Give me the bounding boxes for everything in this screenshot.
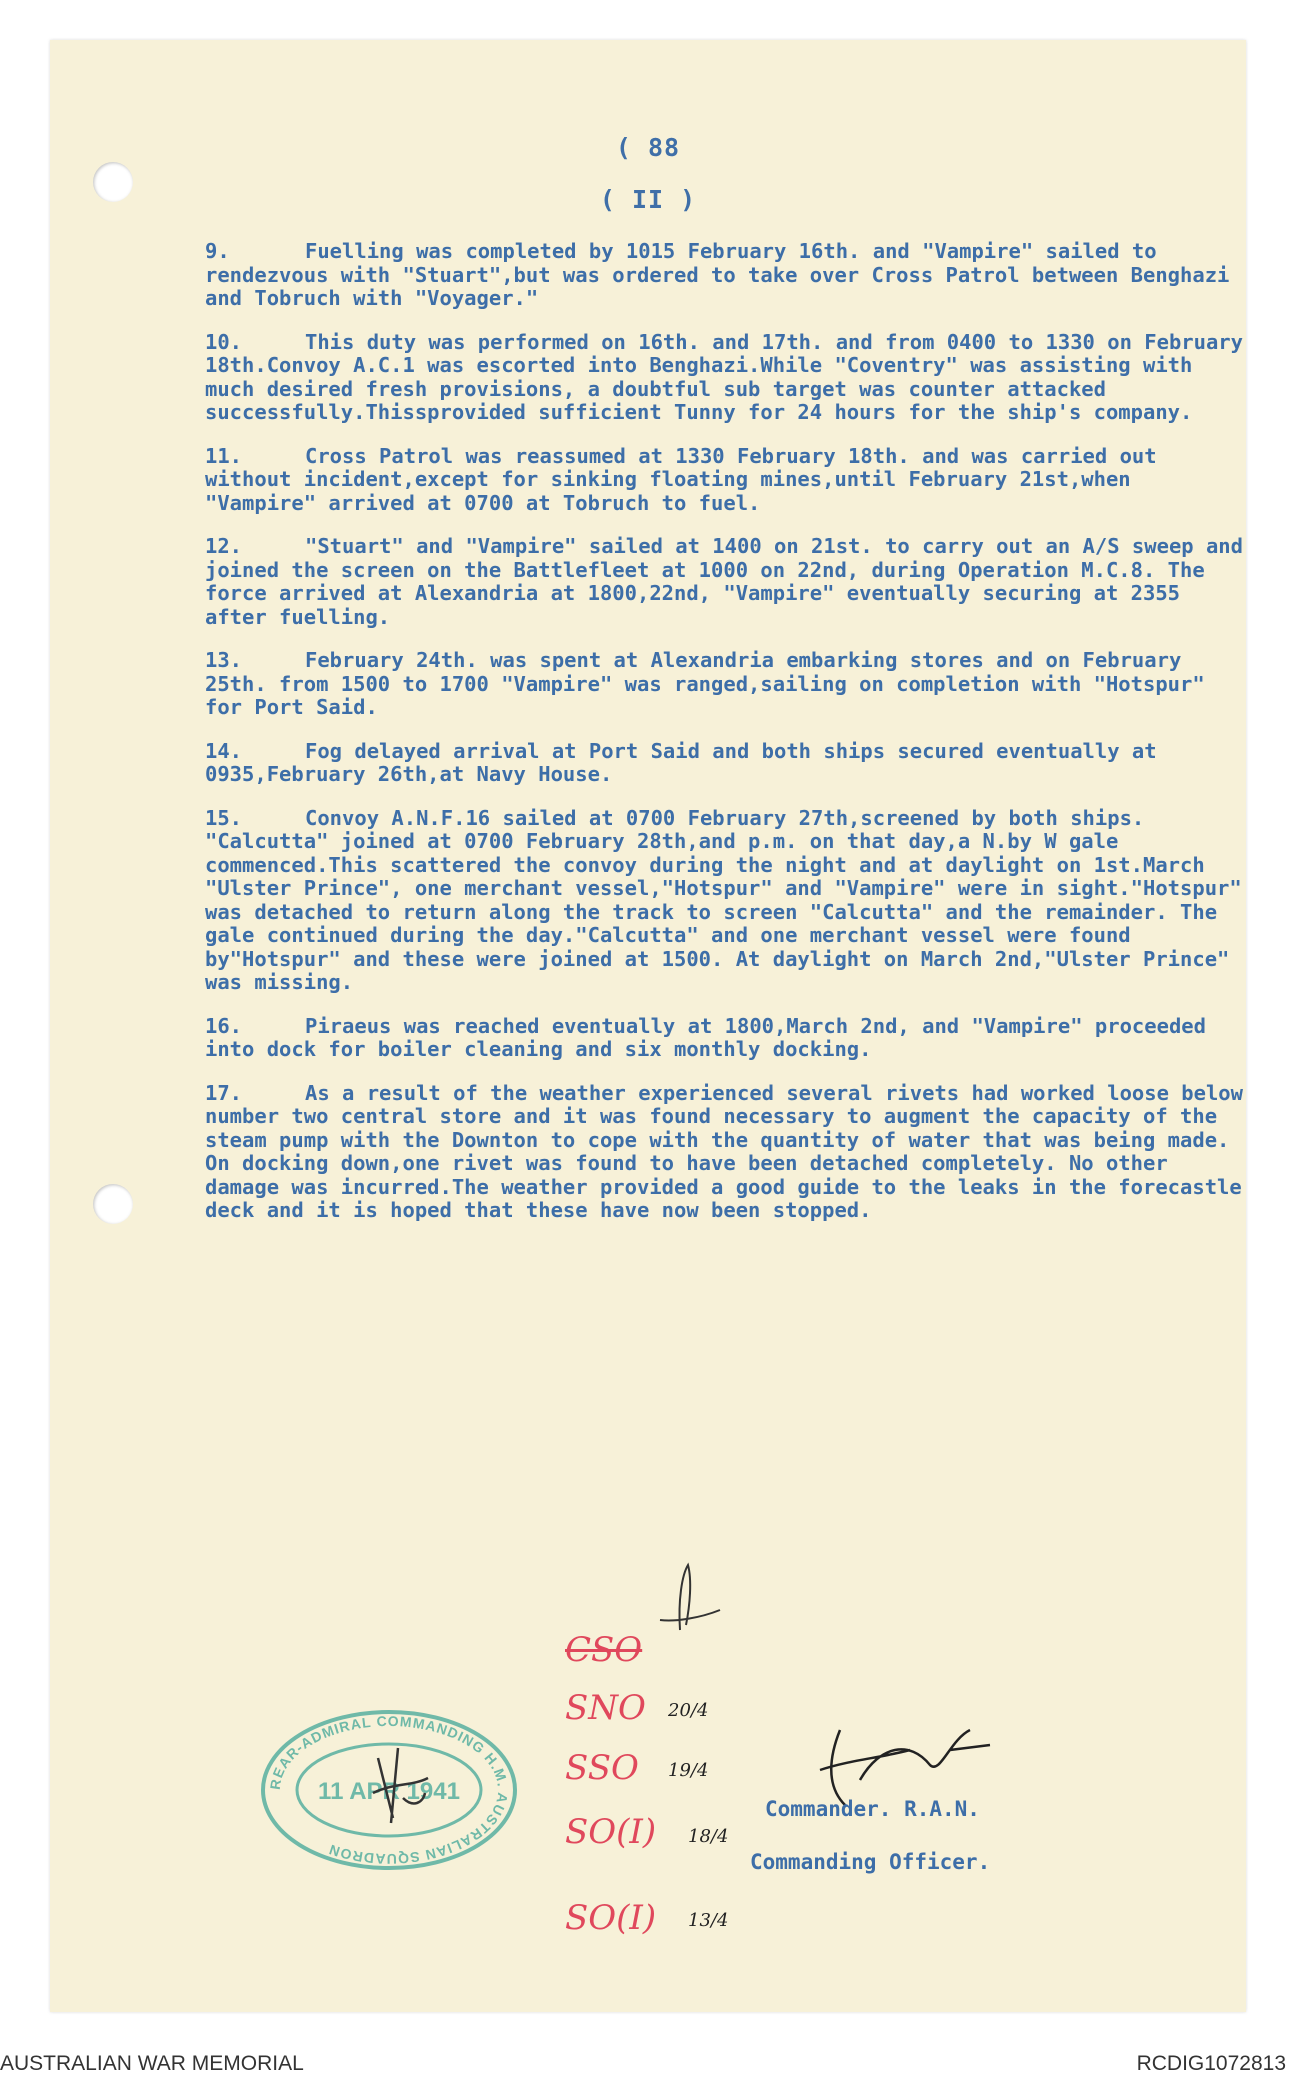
paragraph — [205, 740, 1245, 787]
footer-left: AUSTRALIAN WAR MEMORIAL — [0, 2052, 304, 2075]
paragraph — [205, 1015, 1245, 1062]
paragraph-text: Convoy A.N.F.16 sailed at 0700 February 27th,screened by both ships. "Calcutta" joined at 0700 February 28th,and p.m. on that day,a N.by W gale commenced.This scattered the convoy during the night and at daylight on 1st.March "Ulster Prince", one merchant vessel,"Hotspur" and "Vampire" were in sight."Hotspur" was detached to return along the track to screen "Calcutta" and the remainder. The gale continued during the day."Calcutta" and one merchant vessel were found by"Hotspur" and these were joined at 1500. At daylight on March 2nd,"Ulster Prince" was missing. — [205, 805, 1242, 994]
paragraph-text: "Stuart" and "Vampire" sailed at 1400 on 21st. to carry out an A/S sweep and joined the screen on the Battlefleet at 1000 on 22nd, during Operation M.C.8. The force arrived at Alexandria at 1800,22nd, "Vampire" eventually securing at 2355 after fuelling. — [205, 534, 1243, 629]
paragraph — [205, 535, 1245, 629]
paragraph-text: As a result of the weather experienced several rivets had worked loose below number two central store and it was found necessary to augment the capacity of the steam pump with the Downton to cope with the quantity of water that was being made. On docking down,one rivet was found to have been detached completely. No other damage was incurred.The weather provided a good guide to the leaks in the forecastle deck and it is hoped that these have now been stopped. — [205, 1080, 1243, 1222]
handwritten-initials — [640, 1560, 730, 1640]
section-number: ( II ) — [599, 185, 697, 214]
paragraph-number: 14. — [205, 738, 243, 763]
paragraph-number: 13. — [205, 648, 243, 672]
routing-sso-note: 19/4 — [668, 1760, 709, 1781]
paragraph-text: This duty was performed on 16th. and 17th. and from 0400 to 1330 on February 18th.Convoy A.C.1 was escorted into Benghazi.While "Coventry" was assisting with much desired fresh provisions, a doubtful sub target was counter attacked successfully.Thissprovided sufficient Tunny for 24 hours for the ship's company. — [205, 329, 1243, 424]
paragraph-text: Piraeus was reached eventually at 1800,March 2nd, and "Vampire" proceeded into dock for boiler cleaning and six monthly docking. — [205, 1013, 1206, 1061]
routing-sno-note: 20/4 — [668, 1700, 709, 1721]
paragraph-number: 9. — [205, 239, 230, 263]
paragraph — [205, 1082, 1245, 1223]
routing-so1-note: 18/4 — [688, 1826, 729, 1847]
paragraph-text: Fog delayed arrival at Port Said and both ships secured eventually at 0935,February 26th,at Navy House. — [205, 738, 1157, 786]
paragraph-text: Cross Patrol was reassumed at 1330 February 18th. and was carried out without incident,except for sinking floating mines,until February 21st,when "Vampire" arrived at 0700 at Tobruch to fuel. — [205, 443, 1157, 515]
paragraph-number: 15. — [205, 805, 243, 830]
footer-right: RCDIG1072813 — [1136, 2052, 1286, 2075]
paragraph-number: 17. — [205, 1080, 243, 1105]
squadron-stamp — [258, 1708, 520, 1872]
signature-title: Commanding Officer. — [750, 1850, 991, 1874]
stamp-outer-text: REAR-ADMIRAL COMMANDING H.M. AUSTRALIAN SQUADRON — [266, 1712, 512, 1868]
stamp-date: 11 APR 1941 — [318, 1778, 460, 1805]
paragraph — [205, 331, 1245, 425]
paragraph-number: 12. — [205, 534, 243, 558]
stamp-initials — [363, 1738, 433, 1828]
routing-sno: SNO — [565, 1688, 646, 1728]
punch-hole — [93, 1184, 133, 1224]
document-body — [205, 240, 1245, 1243]
routing-so1: SO(I) — [565, 1812, 657, 1852]
paragraph-text: Fuelling was completed by 1015 February 16th. and "Vampire" sailed to rendezvous with "Stuart",but was ordered to take over Cross Patrol between Benghazi and Tobruch with "Voyager." — [205, 239, 1230, 310]
paragraph — [205, 240, 1245, 311]
page-number: ( 88 — [615, 133, 681, 162]
paragraph — [205, 649, 1245, 720]
paragraph — [205, 807, 1245, 995]
paragraph — [205, 445, 1245, 516]
routing-sso: SSO — [565, 1748, 639, 1788]
routing-cso: CSO — [565, 1630, 643, 1670]
routing-so2: SO(I) — [565, 1898, 657, 1938]
signature-rank: Commander. R.A.N. — [765, 1797, 980, 1821]
paragraph-number: 10. — [205, 329, 243, 354]
paragraph-text: February 24th. was spent at Alexandria embarking stores and on February 25th. from 1500 to 1700 "Vampire" was ranged,sailing on completion with "Hotspur" for Port Said. — [205, 648, 1205, 719]
paragraph-number: 16. — [205, 1013, 243, 1038]
paragraph-number: 11. — [205, 443, 243, 468]
routing-so2-note: 13/4 — [688, 1910, 729, 1931]
